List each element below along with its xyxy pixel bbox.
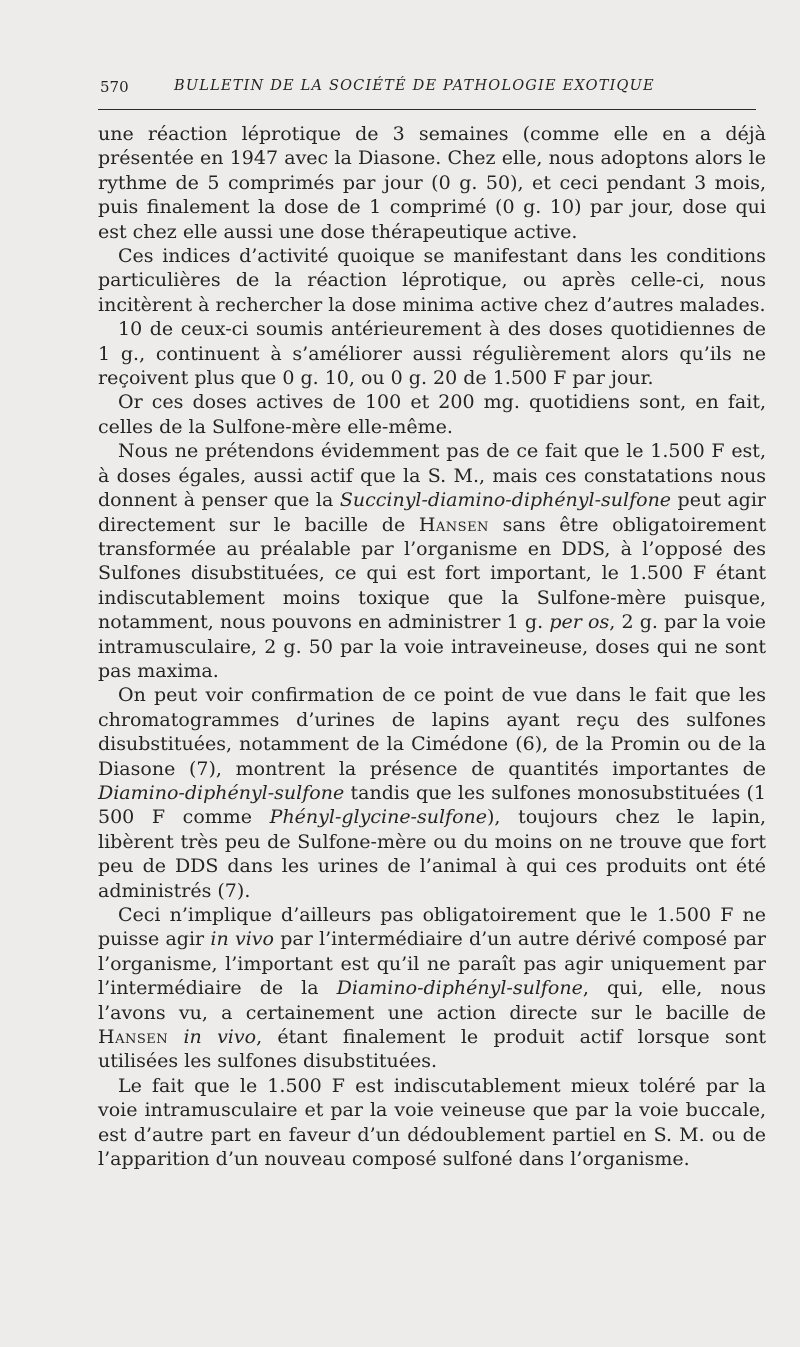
paragraph xyxy=(98,903,766,1074)
page-header xyxy=(96,76,674,102)
text-run: tandis que les sulfones monosubstituées (1 500 F comme xyxy=(98,781,766,829)
author-name: Hansen xyxy=(418,513,489,536)
paragraph xyxy=(98,390,766,439)
paragraph xyxy=(98,1074,766,1172)
text-run: peut agir directement sur le bacille de xyxy=(98,489,766,536)
text-run: , 2 g. par la voie intramusculaire, 2 g. 50 par la voie intraveineuse, doses qui ne sont pas maxima. xyxy=(98,611,767,682)
text-run: Ceci n’implique d’ailleurs pas obligatoirement que le 1.500 F ne puisse agir xyxy=(98,904,766,951)
italic-term: in vivo xyxy=(183,1026,257,1049)
text-run: , étant finalement le produit actif lorsque sont utilisées les sulfones disubstituées. xyxy=(98,1026,766,1073)
text-run: par l’intermédiaire d’un autre dérivé composé par l’organisme, l’important est qu’il ne paraît pas agir uniquement par l’intermédiaire de la xyxy=(98,928,767,1000)
text-run: Or ces doses actives de 100 et 200 mg. quotidiens sont, en fait, celles de la Sulfone-mère elle-même. xyxy=(98,391,766,438)
italic-term: Succinyl-diamino-diphényl-sulfone xyxy=(339,489,672,512)
italic-term: Phényl-glycine-sulfone xyxy=(269,806,487,829)
italic-term: per os xyxy=(549,611,610,634)
italic-term: in vivo xyxy=(210,928,274,951)
text-run: , qui, elle, nous l’avons vu, a certainement une action directe sur le bacille de xyxy=(98,977,766,1024)
body-text xyxy=(98,122,766,1171)
paragraph xyxy=(98,439,766,683)
text-run: Nous ne prétendons évidemment pas de ce fait que le 1.500 F est, à doses égales, aussi actif que la S. M., mais ces constatations nous donnent à penser que la xyxy=(98,440,766,512)
running-title: BULLETIN DE LA SOCIÉTÉ DE PATHOLOGIE EXOTIQUE xyxy=(174,78,655,94)
text-run: Ces indices d’activité quoique se manifestant dans les conditions particulières de la réaction léprotique, ou après celle-ci, nous incitèrent à rechercher la dose minima active chez d’autres malades. xyxy=(98,245,766,316)
paragraph xyxy=(98,122,766,244)
paragraph xyxy=(98,683,766,903)
text-run: sans être obligatoirement transformée au préalable par l’organisme en DDS, à l’opposé des Sulfones disubstituées, ce qui est fort important, le 1.500 F étant indiscutablement moins toxique que la Sulfone-mère puisque, notamment, nous pouvons en administrer 1 g. xyxy=(98,513,766,634)
page-number: 570 xyxy=(100,78,129,96)
header-rule xyxy=(98,109,756,110)
paragraph xyxy=(98,244,766,317)
italic-term: Diamino-diphényl-sulfone xyxy=(336,977,583,1000)
text-run: ), toujours chez le lapin, libèrent très peu de Sulfone-mère ou du moins on ne trouve que fort peu de DDS dans les urines de l’animal à qui ces produits ont été administrés (7). xyxy=(98,806,766,902)
text-run xyxy=(168,1026,183,1048)
text-run: 10 de ceux-ci soumis antérieurement à des doses quotidiennes de 1 g., continuent à s’améliorer aussi régulièrement alors qu’ils ne reçoivent plus que 0 g. 10, ou 0 g. 20 de 1.500 F par jour. xyxy=(98,318,766,390)
text-run: une réaction léprotique de 3 semaines (comme elle en a déjà présentée en 1947 avec la Diasone. Chez elle, nous adoptons alors le rythme de 5 comprimés par jour (0 g. 50), et ceci pendant 3 mois, puis finalement la dose de 1 comprimé (0 g. 10) par jour, dose qui est chez elle aussi une dose thérapeutique active. xyxy=(98,123,766,243)
text-run: On peut voir confirmation de ce point de vue dans le fait que les chromatogrammes d’urines de lapins ayant reçu des sulfones disubstituées, notamment de la Cimédone (6), de la Promin ou de la Diasone (7), montrent la présence de quantités importantes de xyxy=(98,684,766,780)
author-name: Hansen xyxy=(98,1026,169,1049)
italic-term: Diamino-diphényl-sulfone xyxy=(98,781,345,804)
text-run: Le fait que le 1.500 F est indiscutablement mieux toléré par la voie intramusculaire et par la voie veineuse que par la voie buccale, est d’autre part en faveur d’un dédoublement partiel en S. M. ou de l’apparition d’un nouveau composé sulfoné dans l’organisme. xyxy=(98,1074,766,1171)
paragraph xyxy=(98,317,766,390)
